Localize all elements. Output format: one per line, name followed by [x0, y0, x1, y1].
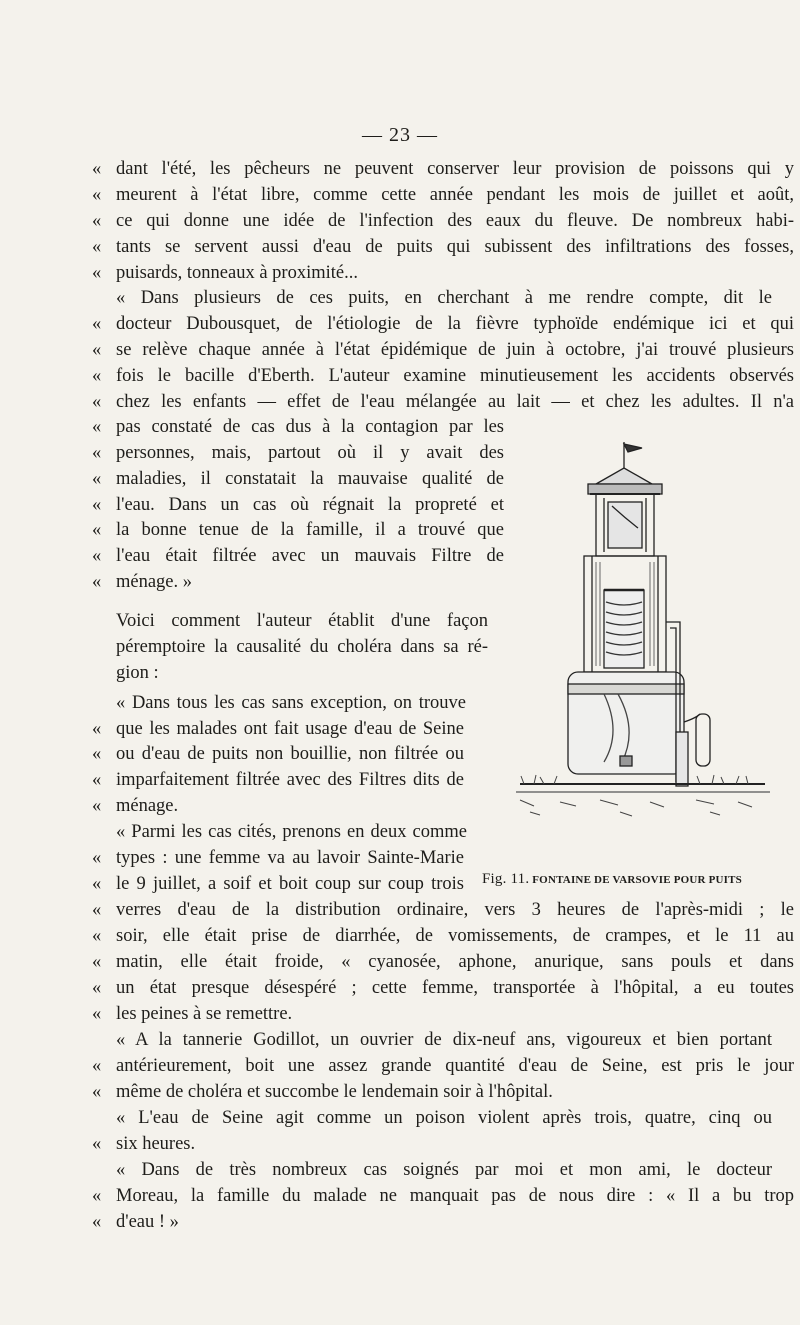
line-text: l'eau était filtrée avec un mauvais Filtre de — [116, 546, 504, 566]
text-line — [92, 1027, 772, 1053]
text-line — [92, 793, 178, 819]
line-text: verres d'eau de la distribution ordinaire, vers 3 heures de l'après-midi ; le — [116, 900, 794, 920]
line-text: Voici comment l'auteur établit d'une façon — [116, 611, 488, 631]
text-line — [92, 260, 358, 286]
line-text: « Parmi les cas cités, prenons en deux comme — [116, 822, 467, 842]
line-text: chez les enfants — effet de l'eau mélangée au lait — et chez les adultes. Il n'a — [116, 392, 794, 412]
quote-mark: « — [92, 495, 102, 515]
figure-caption-lead: Fig. 11. — [482, 871, 530, 887]
line-text: tants se servent aussi d'eau de puits qui subissent des infiltrations des fosses, — [116, 237, 794, 257]
text-line — [92, 897, 794, 923]
line-text: que les malades ont fait usage d'eau de Seine — [116, 719, 464, 739]
line-text: soir, elle était prise de diarrhée, de vomissements, de crampes, et le 11 au — [116, 926, 794, 946]
text-line — [92, 845, 464, 871]
text-line — [92, 1183, 794, 1209]
text-line — [92, 975, 794, 1001]
line-text: « L'eau de Seine agit comme un poison violent après trois, quatre, cinq ou — [116, 1108, 772, 1128]
quote-mark: « — [92, 900, 102, 920]
quote-mark: « — [92, 546, 102, 566]
line-text: le 9 juillet, a soif et boit coup sur coup trois — [116, 874, 464, 894]
text-line — [92, 1157, 772, 1183]
text-line — [92, 466, 504, 492]
text-line — [92, 1079, 553, 1105]
text-line — [92, 660, 159, 686]
text-line — [92, 608, 488, 634]
line-text: ou d'eau de puits non bouillie, non filtrée ou — [116, 744, 464, 764]
line-text: même de choléra et succombe le lendemain soir à l'hôpital. — [116, 1082, 553, 1102]
line-text: matin, elle était froide, « cyanosée, aphone, anurique, sans pouls et dans — [116, 952, 794, 972]
quote-mark: « — [92, 392, 102, 412]
line-text: docteur Dubousquet, de l'étiologie de la fièvre typhoïde endémique ici et qui — [116, 314, 794, 334]
line-text: ce qui donne une idée de l'infection des eaux du fleuve. De nombreux habi- — [116, 211, 794, 231]
quote-mark: « — [92, 366, 102, 386]
line-text: les peines à se remettre. — [116, 1004, 293, 1024]
quote-mark: « — [92, 952, 102, 972]
line-text: gion : — [116, 663, 159, 683]
quote-mark: « — [92, 874, 102, 894]
text-line — [92, 543, 504, 569]
line-text: « A la tannerie Godillot, un ouvrier de dix-neuf ans, vigoureux et bien portant — [116, 1030, 772, 1050]
quote-mark: « — [92, 1004, 102, 1024]
quote-mark: « — [92, 211, 102, 231]
text-line — [92, 1105, 772, 1131]
fountain-illustration — [500, 432, 780, 872]
line-text: maladies, il constatait la mauvaise qualité de — [116, 469, 504, 489]
line-text: dant l'été, les pêcheurs ne peuvent conserver leur provision de poissons qui y — [116, 159, 794, 179]
line-text: imparfaitement filtrée avec des Filtres dits de — [116, 770, 464, 790]
quote-mark: « — [92, 1056, 102, 1076]
line-text: d'eau ! » — [116, 1212, 179, 1232]
text-line — [92, 741, 464, 767]
text-line — [92, 440, 504, 466]
quote-mark: « — [92, 263, 102, 283]
quote-mark: « — [92, 926, 102, 946]
line-text: la bonne tenue de la famille, il a trouvé que — [116, 520, 504, 540]
text-line — [92, 634, 488, 660]
figure-caption — [482, 871, 792, 888]
quote-mark: « — [92, 237, 102, 257]
line-text: fois le bacille d'Eberth. L'auteur examine minutieusement les accidents observés — [116, 366, 794, 386]
text-line — [92, 871, 464, 897]
line-text: pas constaté de cas dus à la contagion par les — [116, 417, 504, 437]
text-line — [92, 949, 794, 975]
quote-mark: « — [92, 469, 102, 489]
line-text: « Dans tous les cas sans exception, on trouve — [116, 693, 466, 713]
quote-mark: « — [92, 744, 102, 764]
line-text: « Dans de très nombreux cas soignés par moi et mon ami, le docteur — [116, 1160, 772, 1180]
quote-mark: « — [92, 340, 102, 360]
line-text: « Dans plusieurs de ces puits, en cherchant à me rendre compte, dit le — [116, 288, 772, 308]
quote-mark: « — [92, 520, 102, 540]
quote-mark: « — [92, 796, 102, 816]
text-line — [92, 311, 794, 337]
quote-mark: « — [92, 159, 102, 179]
text-line — [92, 1053, 794, 1079]
line-text: péremptoire la causalité du choléra dans sa ré- — [116, 637, 488, 657]
line-text: se relève chaque année à l'état épidémique de juin à octobre, j'ai trouvé plusieurs — [116, 340, 794, 360]
text-line — [92, 363, 794, 389]
quote-mark: « — [92, 1134, 102, 1154]
text-line — [92, 923, 794, 949]
line-text: ménage. » — [116, 572, 193, 592]
text-line — [92, 517, 504, 543]
text-line — [92, 690, 466, 716]
line-text: antérieurement, boit une assez grande quantité d'eau de Seine, est pris le jour — [116, 1056, 794, 1076]
line-text: personnes, mais, partout où il y avait des — [116, 443, 504, 463]
line-text: types : une femme va au lavoir Sainte-Marie — [116, 848, 464, 868]
quote-mark: « — [92, 978, 102, 998]
line-text: ménage. — [116, 796, 179, 816]
line-text: six heures. — [116, 1134, 196, 1154]
quote-mark: « — [92, 417, 102, 437]
text-line — [92, 285, 772, 311]
text-line — [92, 414, 504, 440]
text-line — [92, 1209, 179, 1235]
text-line — [92, 716, 464, 742]
line-text: meurent à l'état libre, comme cette année pendant les mois de juillet et août, — [116, 185, 794, 205]
text-line — [92, 492, 504, 518]
figure-caption-text: FONTAINE DE VARSOVIE POUR PUITS — [532, 874, 743, 886]
quote-mark: « — [92, 1186, 102, 1206]
quote-mark: « — [92, 770, 102, 790]
quote-mark: « — [92, 719, 102, 739]
text-line — [92, 1131, 195, 1157]
text-line — [92, 182, 794, 208]
quote-mark: « — [92, 848, 102, 868]
text-line — [92, 819, 467, 845]
quote-mark: « — [92, 185, 102, 205]
text-line — [92, 208, 794, 234]
text-line — [92, 156, 794, 182]
text-line — [92, 337, 794, 363]
text-line — [92, 234, 794, 260]
line-text: un état presque désespéré ; cette femme, transportée à l'hôpital, a eu toutes — [116, 978, 794, 998]
quote-mark: « — [92, 1212, 102, 1232]
line-text: l'eau. Dans un cas où régnait la propreté et — [116, 495, 504, 515]
quote-mark: « — [92, 1082, 102, 1102]
quote-mark: « — [92, 572, 102, 592]
text-line — [92, 767, 464, 793]
line-text: Moreau, la famille du malade ne manquait pas de nous dire : « Il a bu trop — [116, 1186, 794, 1206]
line-text: puisards, tonneaux à proximité... — [116, 263, 358, 283]
quote-mark: « — [92, 314, 102, 334]
text-line — [92, 1001, 292, 1027]
page-number: — 23 — — [362, 124, 438, 146]
quote-mark: « — [92, 443, 102, 463]
text-line — [92, 569, 192, 595]
text-line — [92, 389, 794, 415]
